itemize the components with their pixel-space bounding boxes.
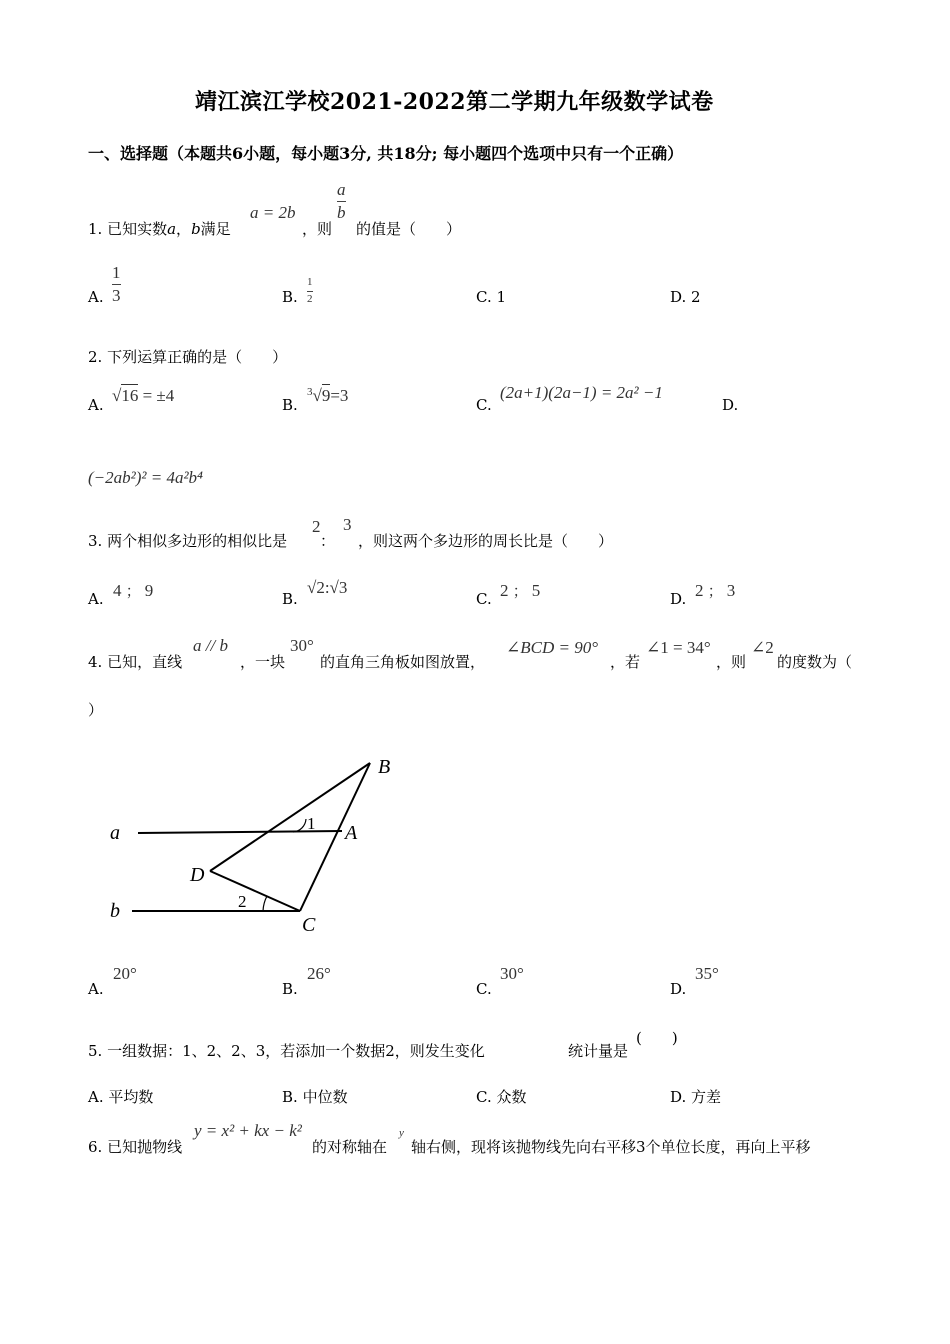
q4-option-c-value: 30° [500, 964, 524, 983]
q5-d-label: D. [670, 1088, 687, 1106]
q4-option-a-label: A. [88, 980, 104, 998]
q4-bcd: ∠BCD = 90° [506, 638, 599, 657]
angle-1-arc [293, 819, 306, 832]
angle-2-arc [263, 896, 267, 911]
page-title: 靖江滨江学校2021-2022第二学期九年级数学试卷 [195, 89, 714, 115]
q2-option-d-label: D. [722, 396, 739, 414]
line-a-label: a [110, 822, 120, 844]
q1-equation: a = 2b [250, 203, 296, 222]
q3-option-c-label: C. [476, 590, 492, 608]
q6-part-1: 6. 已知抛物线 [88, 1138, 183, 1156]
q3-d-first: 2 [695, 581, 704, 600]
q1-a-num: 1 [112, 263, 121, 282]
q1-b-num: 1 [307, 276, 313, 288]
q1-frac-num: a [337, 180, 346, 199]
q3-suffix: ，则这两个多边形的周长比是（ ） [358, 532, 614, 550]
q5-c-label: C. [476, 1088, 492, 1106]
q6-part-3: 轴右侧，现将该抛物线先向右平移3个单位长度，再向上平移 [411, 1138, 811, 1156]
question-3: 3. 两个相似多边形的相似比是 [88, 532, 288, 550]
point-d-label: D [190, 864, 205, 886]
angle-1-label: 1 [307, 814, 316, 833]
q6-part-2: 的对称轴在 [312, 1138, 388, 1156]
q1-d-label: D. [670, 288, 687, 306]
q4-parallel: a // b [193, 636, 228, 655]
q1-c-val: 1 [496, 288, 507, 306]
q3-option-b-label: B. [282, 590, 298, 608]
q1-cond: 满足 [200, 220, 231, 238]
q3-ratio-1: 2 [312, 517, 321, 536]
point-b-label: B [378, 756, 391, 778]
q3-option-d-label: D. [670, 590, 687, 608]
q3-c-second: 5 [531, 581, 541, 600]
q2-option-a-label: A. [88, 396, 104, 414]
q2-option-c-expr: (2a+1)(2a−1) = 2a² −1 [500, 383, 663, 402]
q2-b-radicand: 9 [321, 386, 331, 405]
question-5-continued: 统计量是 [568, 1042, 629, 1060]
q2-option-d-expr: (−2ab²)² = 4a²b⁴ [88, 468, 203, 487]
q1-option-b-label: B. [282, 288, 298, 306]
q4-option-c-label: C. [476, 980, 492, 998]
q1-tail: 的值是（ ） [356, 220, 462, 238]
q4-part-1: 4. 已知，直线 [88, 653, 183, 671]
q5-a-label: A. [88, 1088, 104, 1106]
q3-option-c-expr: 2 ； 5 [500, 581, 541, 600]
q1-c-label: C. [476, 288, 492, 306]
segment-bc [300, 763, 370, 911]
q5-option-c [476, 1086, 527, 1107]
q4-option-a-value: 20° [113, 964, 137, 983]
line-b-label: b [110, 900, 120, 922]
q3-option-a-expr: 4 ； 9 [113, 581, 154, 600]
q1-then: ，则 [302, 220, 333, 238]
q4-angle-2: ∠2 [751, 638, 774, 657]
q5-b-label: B. [282, 1088, 298, 1106]
q4-option-b-value: 26° [307, 964, 331, 983]
q4-part-3: 的直角三角板如图放置， [320, 653, 486, 671]
q2-a-rest: = ±4 [138, 386, 175, 405]
section-heading: 一、选择题（本题共6小题，每小题3分, 共18分; 每小题四个选项中只有一个正确） [88, 144, 684, 163]
q3-option-a-label: A. [88, 590, 104, 608]
q3-option-d-expr: 2 ； 3 [695, 581, 736, 600]
q5-b-val: 中位数 [302, 1088, 348, 1106]
q1-d-val: 2 [691, 288, 701, 306]
question-2: 2. 下列运算正确的是（ ） [88, 348, 288, 366]
q4-option-d-value: 35° [695, 964, 719, 983]
segment-dc [210, 871, 300, 911]
q4-part-7: ） [88, 701, 104, 719]
q1-option-d [670, 288, 701, 306]
q5-d-val: 方差 [691, 1088, 722, 1106]
q5-option-b [282, 1086, 348, 1107]
q1-comma: ， [176, 220, 192, 238]
q3-ratio-2: 3 [343, 515, 352, 534]
q1-option-b-fraction [307, 276, 313, 305]
point-c-label: C [302, 914, 316, 936]
q4-part-5: ，则 [716, 653, 747, 671]
angle-2-label: 2 [238, 892, 247, 911]
q2-option-c-label: C. [476, 396, 492, 414]
q3-a-second: 9 [144, 581, 154, 600]
point-a-label: A [345, 822, 358, 844]
q3-colon: ： [320, 532, 336, 550]
q1-option-a-fraction [112, 263, 121, 305]
q4-part-2: ，一块 [240, 653, 286, 671]
q1-fraction [337, 180, 346, 222]
var-b: b [191, 220, 201, 238]
question-1 [88, 218, 231, 239]
q5-a-val: 平均数 [108, 1088, 154, 1106]
q5-answer-paren: ( ) [636, 1029, 678, 1047]
q4-part-6: 的度数为（ [777, 653, 853, 671]
q2-a-radicand: 16 [121, 386, 139, 405]
q3-c-first: 2 [500, 581, 509, 600]
q2-option-b-label: B. [282, 396, 298, 414]
q2-b-rest: =3 [330, 386, 349, 405]
q4-angle-1: ∠1 = 34° [646, 638, 711, 657]
var-a: a [167, 220, 177, 238]
q4-figure [100, 745, 420, 945]
q4-deg30: 30° [290, 636, 314, 655]
q1-prefix: 1. 已知实数 [88, 220, 168, 238]
q6-y-axis: y [399, 1127, 404, 1139]
q1-a-den: 3 [112, 285, 121, 305]
q1-option-a-label: A. [88, 288, 104, 306]
q2-b-index: 3 [307, 386, 313, 398]
segment-db [210, 763, 370, 871]
q2-option-a-expr: √16 = ±4 [112, 386, 175, 405]
q4-part-4: ，若 [610, 653, 641, 671]
q3-a-first: 4 [113, 581, 122, 600]
q6-parabola-expr: y = x² + kx − k² [194, 1121, 302, 1140]
q5-option-d [670, 1086, 721, 1107]
q2-option-b-expr: $^3$√9=3 [307, 386, 349, 405]
q3-option-b-expr: √2:√3 [307, 578, 348, 597]
q1-option-c [476, 288, 506, 306]
q5-option-a [88, 1086, 153, 1107]
q4-option-b-label: B. [282, 980, 298, 998]
q1-b-den: 2 [307, 292, 313, 305]
q1-frac-den: b [337, 202, 346, 222]
q5-c-val: 众数 [496, 1088, 527, 1106]
q3-d-second: 3 [726, 581, 736, 600]
question-5: 5. 一组数据：1、2、2、3，若添加一个数据2，则发生变化 [88, 1042, 485, 1060]
q4-option-d-label: D. [670, 980, 687, 998]
